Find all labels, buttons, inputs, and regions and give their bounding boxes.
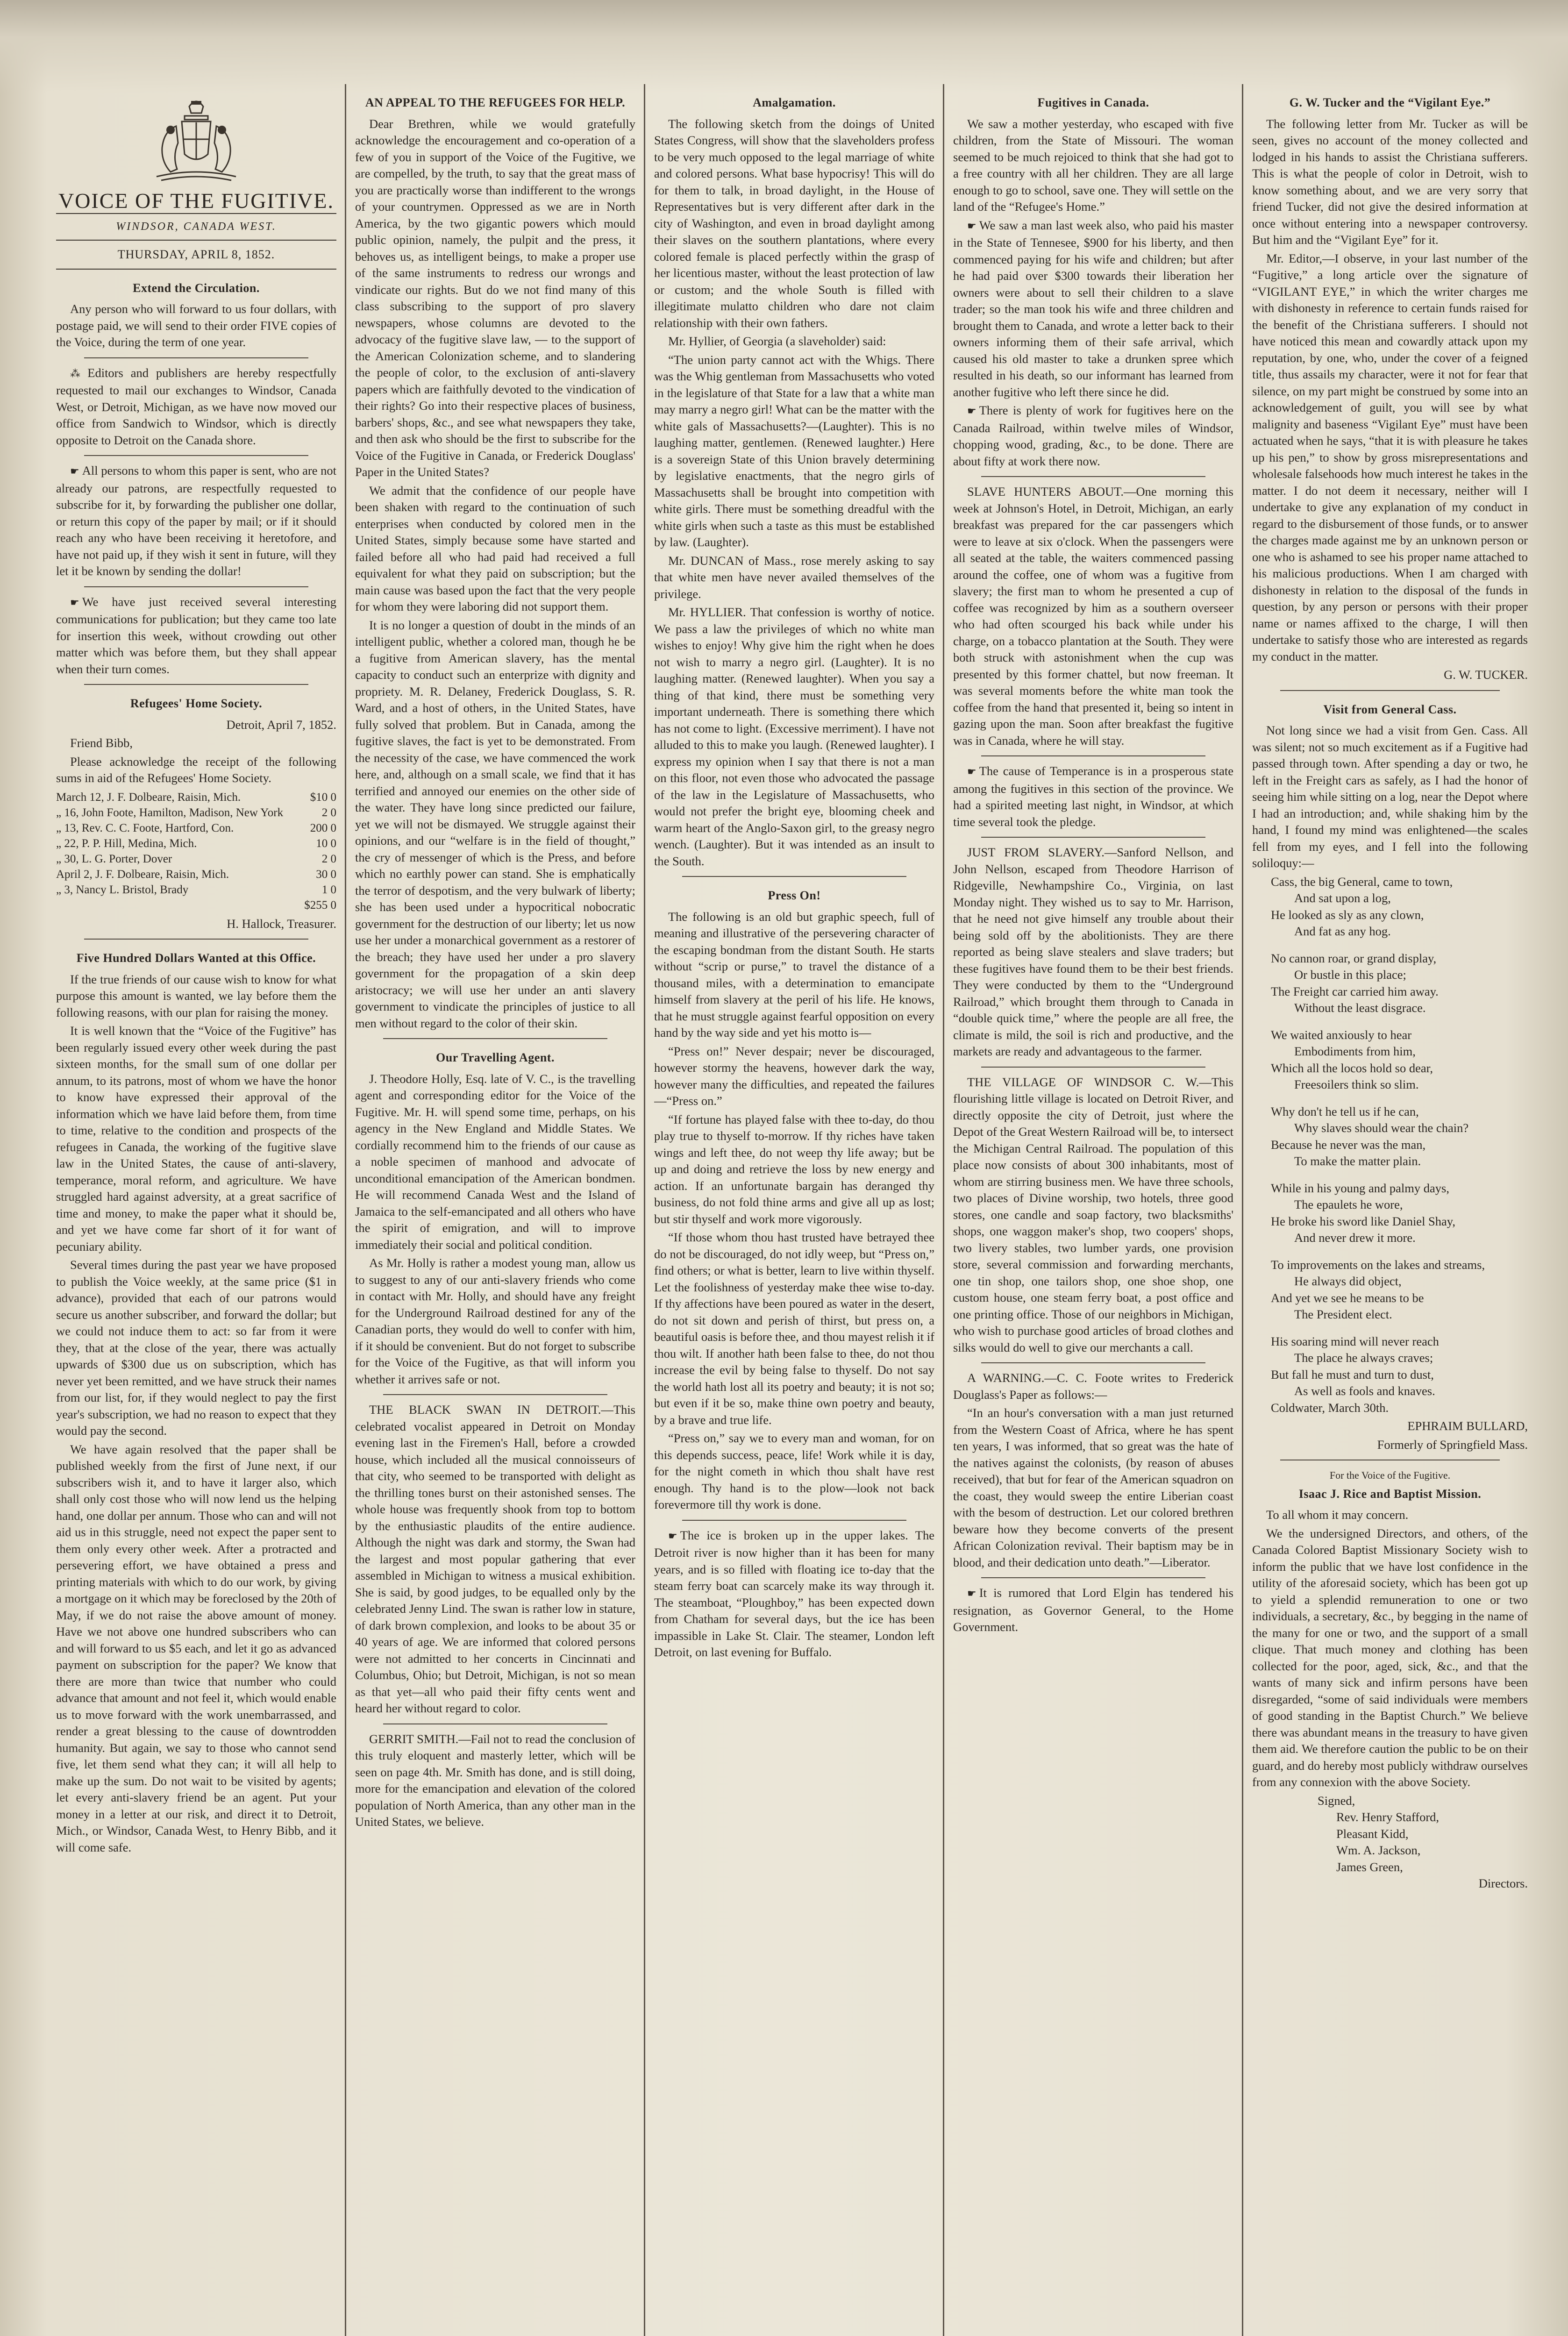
stanza-gap	[1252, 1017, 1528, 1027]
pointing-hand-icon: ☛	[967, 766, 976, 778]
stanza-gap	[1252, 1170, 1528, 1180]
subscription-row: March 12, J. F. Dolbeare, Raisin, Mich. $10 0	[56, 791, 336, 804]
signature: H. Hallock, Treasurer.	[227, 916, 336, 931]
section-divider	[682, 1520, 906, 1521]
article-paragraph: The following is an old but graphic speech, full of meaning and illustrative of the persevering character of the escaping bondman from the distant South. He starts without “scrip or purse,” to travel the distance of a thousand miles, with a determination to emancipate himself from slavery at the peril of his life. He knows, that he must struggle against fearful opposition on every hand by the way side and yet his motto is—	[654, 909, 934, 1040]
column-5	[1252, 84, 1528, 2336]
article-paragraph: We admit that the confidence of our people have been shaken with regard to the continuation of such enterprises when conducted by colored men in the United States, simply because some have started and failed before all who had paid had received a full equivalent for what they paid on subscription; but the main cause was based upon the fact that the very people for whom they were laboring did not support them.	[355, 483, 635, 613]
section-divider	[84, 939, 308, 940]
article-paragraph: Several times during the past year we have proposed to publish the Voice weekly, at the same price ($1 in advance), provided that each of our patrons would secure us another subscriber, and forward the dollar; but we could not induce them to act: so far from it were they, that at the close of the year, there was actually upwards of $300 due us on subscription, which has never yet been remitted, and we have struck their names from our list, for, if they would neglect to pay the first year's subscription, we had no reason to expect that they would pay the second.	[56, 1258, 336, 1438]
article-paragraph: Mr. DUNCAN of Mass., rose merely asking to say that white men have never availed themselves of the privilege.	[654, 553, 934, 601]
poem-line: Which all the locos hold so dear,	[1271, 1061, 1433, 1075]
article-paragraph: JUST FROM SLAVERY.—Sanford Nellson, and John Nellson, escaped from Theodore Harrison of Ridgeville, Newhampshire Co., Virginia, on last Monday night. They wished us to say to Mr. Harrison, that he need not give himself any trouble about their being sold off by the abolitionists. They are there reported as being slave stealers and slave traders; but these fugitives have found them to be their best friends. They were conducted by them to the “Underground Railroad,” which brought them through to Canada in “double quick time,” where the people are all free, the climate is mild, the soil is rich and productive, and the markets are ready and advantageous to the farmer.	[953, 845, 1233, 1058]
poem-line: But fall he must and turn to dust,	[1271, 1367, 1434, 1382]
subscription-row: „ 3, Nancy L. Bristol, Brady 1 0	[56, 883, 336, 896]
article-paragraph: “Press on,” say we to every man and woman, for on this depends success, peace, life! Work while it is day, for the night cometh in which thou shalt have rest enough. Thy hand is to the plow—look not back forevermore till thy work is done.	[654, 1431, 934, 1511]
article-paragraph: “In an hour's conversation with a man just returned from the Western Coast of Africa, where he has spent ten years, I was informed, that so great was the hate of the natives against the colonists, (by reason of abuses received), that but for fear of the American squadron on the coast, they would sweep the entire Liberian coast with the besom of destruction. Let our colored brethren beware how they become converts of the present African Colonization revival. Their baptism may be in blood, and their dedication unto death.”—Liberator.	[953, 1406, 1233, 1569]
notice-text: The cause of Temperance is in a prosperous state among the fugitives in this section of the province. We had a spirited meeting last night, in Windsor, at which time several took the pledge.	[953, 764, 1233, 829]
article-paragraph: Mr. Editor,—I observe, in your last number of the “Fugitive,” a long article over the signature of “VIGILANT EYE,” in which the writer charges me with dishonesty in reference to certain funds raised for the benefit of the Christiana sufferers. I should not have noticed this mean and cowardly attack upon my reputation, by one, who, under the cover of a feigned title, thus assails my character, were it not for fear that silence, on my part might be construed by some into an acknowledgement of guilt, you will see by what malignity and baseness “Vigilant Eye” must have been actuated when he says, “that it is with pleasure he takes up his pen,” to show by gross misrepresentations and wholesale falsehoods how much interest he takes in the matter. I do not deem it necessary, neither will I undertake to give any explanation of my conduct in regard to the disbursement of those funds, or to answer the charges made against me by an unknown person or one who is ashamed to see his proper name attached to his malicious productions. When I am charged with dishonesty in relation to the disposal of the funds in question, by any person or persons with their proper name or names affixed to the charge, I will then undertake to satisfy those who are interested as regards my conduct in the matter.	[1252, 251, 1528, 663]
section-divider	[383, 1038, 607, 1039]
page-content	[56, 84, 1528, 2336]
article-heading: G. W. Tucker and the “Vigilant Eye.”	[1289, 96, 1491, 109]
column-2	[355, 84, 635, 2336]
section-divider	[383, 1394, 607, 1395]
kicker: For the Voice of the Fugitive.	[1329, 1469, 1451, 1481]
poem-line: Freesoilers think so slim.	[1294, 1077, 1419, 1091]
signed-label: Signed,	[1318, 1793, 1355, 1808]
column-1	[56, 84, 336, 2336]
masthead-place: WINDSOR, CANADA WEST.	[116, 220, 277, 233]
section-divider	[84, 357, 308, 358]
column-rule	[644, 84, 645, 2336]
signer: Wm. A. Jackson,	[1336, 1843, 1421, 1857]
stanza-gap	[1252, 1323, 1528, 1333]
article-paragraph: Mr. HYLLIER. That confession is worthy of notice. We pass a law the privileges of which no white man wishes to enjoy! Why give him the right when he does not wish to marry a negro girl. (Laughter). It is no laughing matter. (Renewed laughter). When you say a thing of that kind, there must be something very important underneath. There is something there which has not come to light. (Excessive merriment). I have not alluded to this to make you laugh. (Renewed laughter). I express my opinion when I say that there is not a man on this floor, not even those who advocated the passage of the law in the Legislature of Massachusetts, who would not prefer the bright eye, blooming cheek and warm heart of the Anglo-Saxon girl, to the greasy negro wench. (Laughter). But it was intended as an insult to the South.	[654, 605, 934, 868]
signer: Rev. Henry Stafford,	[1336, 1810, 1440, 1824]
section-divider	[981, 837, 1205, 838]
subscription-row: „ 13, Rev. C. C. Foote, Hartford, Con. 200 0	[56, 821, 336, 834]
section-divider	[981, 476, 1205, 477]
signature: G. W. TUCKER.	[1444, 668, 1528, 682]
article-heading: Isaac J. Rice and Baptist Mission.	[1298, 1487, 1482, 1501]
article-paragraph	[56, 463, 336, 580]
poem-line: The Freight car carried him away.	[1271, 984, 1439, 998]
poem-line: Why don't he tell us if he can,	[1271, 1104, 1419, 1118]
poem-line: And yet we see he means to be	[1271, 1290, 1424, 1305]
section-divider	[981, 1067, 1205, 1068]
poem-line: Cass, the big General, came to town,	[1271, 874, 1453, 889]
article-paragraph: Mr. Hyllier, of Georgia (a slaveholder) said:	[668, 334, 886, 348]
article-heading: Fugitives in Canada.	[1037, 96, 1149, 109]
page-top-shadow	[0, 0, 1568, 93]
section-divider	[84, 684, 308, 685]
article-heading: Five Hundred Dollars Wanted at this Office.	[76, 951, 316, 965]
section-divider	[981, 1362, 1205, 1363]
article-paragraph: J. Theodore Holly, Esq. late of V. C., is the travelling agent and corresponding editor for the Voice of the Fugitive. Mr. H. will spend some time, perhaps, on his agency in the New England and Middle States. We cordially recommend him to the friends of our cause as a noble specimen of manhood and advocate of unconditional emancipation of the American bondmen. He will recommend Canada West and the Island of Jamaica to the self-emancipated and all others who have the spirit of emigration, and will to improve immediately their social and political condition.	[355, 1071, 635, 1252]
pointing-hand-icon: ☛	[70, 597, 79, 609]
salutation: Friend Bibb,	[70, 736, 133, 750]
article-paragraph: A WARNING.—C. C. Foote writes to Frederick Douglass's Paper as follows:—	[953, 1371, 1233, 1402]
column-rule	[1242, 84, 1243, 2336]
royal-crest-icon	[143, 93, 250, 187]
signatories	[1252, 1793, 1528, 1892]
article-heading: Amalgamation.	[753, 96, 836, 109]
section-divider	[84, 586, 308, 587]
poem-line: As well as fools and knaves.	[1294, 1384, 1435, 1398]
subscription-row: „ 22, P. P. Hill, Medina, Mich. 10 0	[56, 837, 336, 850]
article-paragraph: To all whom it may concern.	[1266, 1508, 1409, 1522]
column-rule	[943, 84, 944, 2336]
newspaper-title: VOICE OF THE FUGITIVE.	[58, 189, 334, 213]
issue-date: THURSDAY, APRIL 8, 1852.	[117, 248, 275, 261]
asterism-icon: ⁂	[70, 368, 85, 380]
dateline: Detroit, April 7, 1852.	[226, 717, 336, 732]
article-paragraph: Any person who will forward to us four dollars, with postage paid, we will send to their order FIVE copies of the Voice, during the term of one year.	[56, 302, 336, 349]
notice-text: We have just received several interesting communications for publication; but they came too late for insertion this week, without crowding out other matter which was before them, but they shall appear when their turn comes.	[56, 594, 336, 676]
subscription-row: April 2, J. F. Dolbeare, Raisin, Mich. 30 0	[56, 868, 336, 881]
article-heading: Our Travelling Agent.	[436, 1051, 555, 1064]
poem-line: And never drew it more.	[1294, 1231, 1416, 1245]
signer: Pleasant Kidd,	[1336, 1826, 1409, 1841]
article-paragraph: “The union party cannot act with the Whigs. There was the Whig gentleman from Massachusetts who voted in the legislature of that State for a law that a white man may marry a negro girl! What can be the matter with the white gals of Massachusetts?—(Laughter). This is no laughing matter, gentlemen. (Renewed laughter.) Here is a sovereign State of this Union bravely determining by legislative enactments, that the negro girls of Massachusetts shall be brought into competition with white girls. There must be something dreadful with the white girls when such a taste as this must be established by law. (Laughter).	[654, 352, 934, 549]
column-4	[953, 84, 1233, 2336]
masthead-rule	[56, 213, 336, 214]
stanza-gap	[1252, 1093, 1528, 1104]
article-paragraph: “If fortune has played false with thee to-day, do thou play true to thyself to-morrow. If thy riches have taken wings and left thee, do not weep thy life away; but be up and doing and retrieve the loss by new energy and action. If an unfortunate bargain has deranged thy business, do not fold thine arms and give all up as lost; but stir thyself and work more vigorously.	[654, 1112, 934, 1226]
signer: James Green,	[1336, 1859, 1403, 1874]
notice-text: The ice is broken up in the upper lakes. The Detroit river is now higher than it has been for many years, and is so filled with floating ice to-day that the steam ferry boat can scarcely make its way through it. The steamboat, “Ploughboy,” has been expected down from Chatham for several days, but the ice has been impassible in Lake St. Clair. The steamer, London left Detroit, on last evening for Buffalo.	[654, 1528, 934, 1659]
poem-line: The President elect.	[1294, 1307, 1392, 1321]
article-paragraph: We the undersigned Directors, and others, of the Canada Colored Baptist Missionary Society wish to inform the public that we have lost confidence in the utility of the aforesaid society, which has been got up to yield a splendid remuneration to one or two individuals, a secretary, &c., by begging in the name of the many for one or two, and the support of a small clique. That much money and clothing has been collected for the poor, aged, sick, &c., and that the wants of many sick and infirm persons have been disregarded, “some of said individuals were members of good standing in the Baptist Church.” We believe there was abundant means in the treasury to have given them aid. We therefore caution the public to be on their guard, and do hereby most publicly withdraw ourselves from any connexion with the above Society.	[1252, 1526, 1528, 1789]
poem-line: And sat upon a log,	[1294, 891, 1391, 905]
article-paragraph: It is well known that the “Voice of the Fugitive” has been regularly issued every other week during the past sixteen months, for the small sum of one dollar per annum, to its patrons, most of whom we have the honor to know have expressed their approval of the information which we have laid before them, from time to time, relative to the condition and prospects of the refugees in Canada, the working of the fugitive slave law in the United States, the cause of anti-slavery, temperance, moral reform, and agriculture. We have struggled hard against adversity, at a great sacrifice of time and money, to make the paper what it should be, and yet we have come far short of it for want of pecuniary ability.	[56, 1024, 336, 1253]
article-paragraph: “If those whom thou hast trusted have betrayed thee do not be discouraged, do not idly weep, but “Press on,” find others; or what is better, learn to live within thyself. Let the foolishness of yesterday make thee wise to-day. If thy affections have been poured as water in the desert, do not sit down and perish of thirst, but press on, a beautiful oasis is before thee, and thou mayest relish it if thou wilt. If another hath been false to thee, do not thou increase the evil by being false to thyself. Do not say the world hath lost all its poetry and beauty; it is not so; but even if it be so, make thine own poetry and beauty, by a brave and true life.	[654, 1230, 934, 1427]
article-paragraph: As Mr. Holly is rather a modest young man, allow us to suggest to any of our anti-slavery friends who come in contact with Mr. Holly, and should have any freight for the Underground Railroad destined for any of the Canadian ports, they would do well to confer with him, if it should be convenient. But do not forget to subscribe for the Voice of the Fugitive, as that will inform you whether it arrives safe or not.	[355, 1256, 635, 1386]
article-paragraph	[953, 763, 1233, 830]
poem-line: Why slaves should wear the chain?	[1294, 1121, 1469, 1135]
poem-line: No cannon roar, or grand display,	[1271, 951, 1437, 965]
article-paragraph	[56, 594, 336, 678]
poem-line: Or bustle in this place;	[1294, 968, 1406, 982]
article-paragraph: “Press on!” Never despair; never be discouraged, however stormy the heavens, however dark the way, however many the difficulties, and repeated the failures—“Press on.”	[654, 1044, 934, 1108]
article-heading: Visit from General Cass.	[1323, 702, 1457, 716]
article-paragraph: The following letter from Mr. Tucker as will be seen, gives no account of the money collected and lodged in his hands to assist the Christiana sufferers. This is what the people of color in Detroit, wish to know something about, and we are very sorry that friend Tucker, did not give the desired information at once without entering into a newspaper controversy. But him and the “Vigilant Eye” for it.	[1252, 116, 1528, 247]
article-paragraph: Please acknowledge the receipt of the following sums in aid of the Refugees' Home Society.	[56, 754, 336, 785]
article-paragraph: We have again resolved that the paper shall be published weekly from the first of June next, if our subscribers wish it, and to have it larger also, which shall only cost those who will now lend us the helping hand, one dollar per annum. Those who can and will not aid us in this struggle, need not expect the paper sent to them only every other week. After a protracted and persevering effort, we have obtained a press and printing materials with which to do our work, by giving a mortgage on it which may be foreclosed by the 20th of May, if we do not raise the above amount of money. Have we not above one hundred subscribers who can and will forward to us $5 each, and let it go as advanced payment on subscription for the paper? We know that there are more than twice that number who could advance that amount and not feel it, which would enable us to move forward with the work unembarrassed, and render a great blessing to the cause of downtrodden humanity. But again, we say to those who cannot send five, let them send what they can; it will all help to make up the sum. Do not wait to be visited by agents; let every anti-slavery friend be an agent. Put your money in a letter at our risk, and direct it to Detroit, Mich., or Windsor, Canada West, to Henry Bibb, and it will come safe.	[56, 1442, 336, 1854]
section-divider	[84, 455, 308, 456]
directors-label: Directors.	[1478, 1876, 1528, 1890]
article-paragraph: SLAVE HUNTERS ABOUT.—One morning this week at Johnson's Hotel, in Detroit, Michigan, an early breakfast was prepared for the car passengers which were to leave at six o'clock. When the passengers were all seated at the table, the waiters commenced passing around the coffee, one of whom was a fugitive from slavery; the first man to whom he presented a cup of coffee was recognized by him as a southern overseer who had often scourged his back while under his charge, on a tobacco plantation at the South. They were both struck with astonishment when the cup was presented by this former chattel, but now freeman. It was several moments before the white man took the coffee from the hand that presented it, being so intent in gazing upon the man. Soon after breakfast the fugitive was in Canada, where he will stay.	[953, 484, 1233, 748]
article-paragraph: GERRIT SMITH.—Fail not to read the conclusion of this truly eloquent and masterly letter, which will be seen on page 4th. Mr. Smith has done, and is still doing, more for the emancipation and elevation of the colored population of North America, than any other man in the United States, we believe.	[355, 1731, 635, 1829]
pointing-hand-icon: ☛	[967, 1588, 976, 1600]
section-divider	[981, 755, 1205, 756]
article-paragraph	[654, 1527, 934, 1661]
masthead-rule	[56, 240, 336, 241]
notice-text: We saw a man last week also, who paid his master in the State of Tennesee, $900 for his liberty, and then commenced paying for his wife and children; but after he had paid over $300 towards their liberation her owners were about to sell their children to a slave trader; so the man took his wife and three children and brought them to Canada, and wrote a letter back to their owners informing them of their safe arrival, which caused his old master to take a drunken spree which resulted in his death, so our informant has learned from another fugitive who left there since he did.	[953, 218, 1233, 399]
poem-line: He broke his sword like Daniel Shay,	[1271, 1214, 1455, 1228]
section-divider	[682, 876, 906, 877]
pointing-hand-icon: ☛	[967, 220, 976, 232]
poem-line: To make the matter plain.	[1294, 1154, 1421, 1168]
article-paragraph: THE VILLAGE OF WINDSOR C. W.—This flourishing little village is located on Detroit River, and directly opposite the city of Detroit, just where the Depot of the Great Western Railroad will be, to intersect the Michigan Central Railroad. The population of this place now consists of about 300 inhabitants, most of whom are stirring business men. We have three schools, two places of Divine worship, two hotels, three good stores, one candle and soap factory, two blacksmiths' shops, one waggon maker's shop, two coopers' shops, two livery stables, two lumber yards, one provision store, several commission and forwarding merchants, one tin shop, one tailors shop, one shoe shop, one custom house, one steam ferry boat, a post office and one printing office. Those of our neighbors in Michigan, who wish to purchase good articles of broad clothes and silks would do well to give our merchants a call.	[953, 1075, 1233, 1354]
notice-text: There is plenty of work for fugitives here on the Canada Railroad, within twelve miles of Windsor, chopping wood, grading, &c., to be done. There are about fifty at work there now.	[953, 403, 1233, 468]
poem-line: While in his young and palmy days,	[1271, 1181, 1449, 1195]
subscription-list	[56, 790, 336, 913]
article-paragraph: Dear Brethren, while we would gratefully acknowledge the encouragement and co-operation of a few of you in support of the Voice of the Fugitive, we are compelled, by the truth, to say that the great mass of you are practically worse than indifferent to the wrongs of your countrymen. Oppressed as we are in North America, by the two gigantic powers which mould public opinion, namely, the pulpit and the press, it behoves us, as intelligent beings, to make a proper use of the same instruments to redress our wrongs and vindicate our rights. But do we not find many of this class subscribing to the support of pro slavery newspapers, whose columns are devoted to the advocacy of the fugitive slave law, — to the support of the American Colonization scheme, and to slandering the people of color, to the exclusion of anti-slavery papers which are faithfully devoted to the vindication of their rights? Go into their respective places of business, barbers' shops, &c., and see what newspapers they take, and then ask who should be the first to subscribe for the Voice of the Fugitive in Canada, or Frederick Douglass' Paper in the United States?	[355, 116, 635, 479]
poem-line: His soaring mind will never reach	[1271, 1334, 1439, 1348]
article-paragraph: The following sketch from the doings of United States Congress, will show that the slaveholders profess to be very much opposed to the legal marriage of white and colored persons. What base hypocrisy! This will do for them to talk, in broad daylight, in the House of Representatives but is very different after dark in the city of Washington, and even in broad daylight among their slaves on the southern plantations, where every colored female is placed perfectly within the grasp of her licentious master, without the least protection of law or custom; and the whole South is filled with illegitimate mulatto children who dare not claim relationship with their own fathers.	[654, 116, 934, 330]
notice-text: All persons to whom this paper is sent, who are not already our patrons, are respectfully requested to subscribe for it, by forwarding the publisher one dollar, or return this copy of the paper by mail; or if it should reach any who have been receiving it heretofore, and have not paid up, if they wish it sent in future, will they let it be known by sending the dollar!	[56, 463, 336, 578]
pointing-hand-icon: ☛	[70, 466, 79, 477]
poem-line: The epaulets he wore,	[1294, 1197, 1403, 1211]
article-paragraph	[953, 1585, 1233, 1636]
poem-line: Because he never was the man,	[1271, 1137, 1426, 1152]
article-heading: AN APPEAL TO THE REFUGEES FOR HELP.	[365, 96, 626, 109]
poem-line: Without the least disgrace.	[1294, 1001, 1426, 1015]
poem-line: To improvements on the lakes and streams,	[1271, 1257, 1485, 1272]
poem	[1252, 874, 1528, 1400]
masthead-rule	[56, 269, 336, 270]
notice-text: Editors and publishers are hereby respectfully requested to mail our exchanges to Windsor, Canada West, or Detroit, Michigan, as we have now moved our office from Sandwich to Windsor, which is directly opposite to Detroit on the Canada shore.	[56, 365, 336, 447]
poem-line: The place he always craves;	[1294, 1351, 1433, 1365]
article-paragraph	[953, 402, 1233, 470]
article-heading: Extend the Circulation.	[133, 281, 260, 295]
article-paragraph: We saw a mother yesterday, who escaped with five children, from the State of Missouri. The woman seemed to be much rejoiced to think that she had got to a free country with all her children. They are all large enough to go to school, save one. They will settle on the land of the “Refugee's Home.”	[953, 116, 1233, 214]
stanza-gap	[1252, 1246, 1528, 1257]
article-paragraph	[56, 365, 336, 449]
article-paragraph	[953, 217, 1233, 401]
poem-line: And fat as any hog.	[1294, 924, 1391, 938]
subscription-row: „ 16, John Foote, Hamilton, Madison, New York 2 0	[56, 806, 336, 819]
article-paragraph: If the true friends of our cause wish to know for what purpose this amount is wanted, we lay before them the following reasons, with our plan for raising the money.	[56, 972, 336, 1019]
signature: EPHRAIM BULLARD,	[1407, 1419, 1528, 1433]
poem-line: He looked as sly as any clown,	[1271, 907, 1424, 922]
article-heading: Refugees' Home Society.	[130, 697, 263, 710]
section-divider	[981, 1577, 1205, 1578]
subscription-total: $255 0	[304, 898, 336, 912]
poem-line: Embodiments from him,	[1294, 1044, 1416, 1058]
article-paragraph: It is no longer a question of doubt in the minds of an intelligent public, whether a colored man, though he be a fugitive from American slavery, has the mental capacity to conduct such an enterprize with dignity and propriety. M. R. Delaney, Frederick Douglass, S. R. Ward, and a host of others, in the United States, have fully solved that problem. But in Canada, among the fugitive slaves, the fact is yet to be demonstrated. From the necessity of the case, we have commenced the work here, and, although on a small scale, we find that it has terrified and annoyed our enemies on the other side of the water. They have long since predicted our failure, yet we will not be dismayed. We struggle against their opinions, and our “welfare is in the field of thought,” the cry of messenger of which is the Press, and before which no earthly power can stand. She is emphatically the terror of despotism, and the very bulwark of liberty; she has been used under a hypocritical nobocratic government for the destruction of our liberty; let us now use her under a monarchical government as a restorer of the breach; they have used her under a pro slavery government for the propagation of a skin deep aristocracy; we will use her under an anti slavery government to vindicate the principles of justice to all men without regard to the color of their skin.	[355, 618, 635, 1030]
notice-text: It is rumored that Lord Elgin has tendered his resignation, as Governor General, to the Home Government.	[953, 1586, 1233, 1634]
article-paragraph: THE BLACK SWAN IN DETROIT.—This celebrated vocalist appeared in Detroit on Monday evening last in the Firemen's Hall, before a crowded house, which included all the musical connoisseurs of that city, who seemed to be transported with delight as the thrilling tones burst on their astonished senses. The whole house was frequently shook from top to bottom by the enthusiastic plaudits of the entire audience. Although the night was dark and stormy, the Swan had the largest and most popular gathering that ever assembled in Michigan to witness a musical exhibition. She is said, by good judges, to be equalled only by the celebrated Jenny Lind. The swan is rather low in stature, of dark brown complexion, and looks to be about 35 or 40 years of age. We are informed that colored persons were not admitted to her concerts in Cincinnati and Columbus, Ohio; but Detroit, Michigan, is not so mean as that yet—all who paid their fifty cents went and heard her without regard to color.	[355, 1403, 635, 1715]
signature-note: Formerly of Springfield Mass.	[1377, 1437, 1528, 1452]
masthead	[56, 84, 336, 270]
poem-line: We waited anxiously to hear	[1271, 1027, 1412, 1042]
subscription-row: „ 30, L. G. Porter, Dover 2 0	[56, 852, 336, 865]
pointing-hand-icon: ☛	[668, 1530, 677, 1542]
stanza-gap	[1252, 940, 1528, 950]
column-3	[654, 84, 934, 2336]
dateline: Coldwater, March 30th.	[1271, 1400, 1389, 1415]
pointing-hand-icon: ☛	[967, 406, 976, 417]
poem-line: He always did object,	[1294, 1274, 1402, 1288]
article-paragraph: Not long since we had a visit from Gen. Cass. All was silent; not so much excitement as if a Fugitive had passed through town. After spending a day or two, he left in the Freight cars as safely, as I had the honor of seeing him while sitting on a log, near the Depot where I had an introduction; and, while shaking him by the hand, I found my mind was enlightened—the scales fell from my eyes, and I fell into the following soliloquy:—	[1252, 723, 1528, 870]
column-rule	[345, 84, 346, 2336]
section-divider	[1280, 690, 1500, 691]
article-heading: Press On!	[768, 889, 821, 902]
